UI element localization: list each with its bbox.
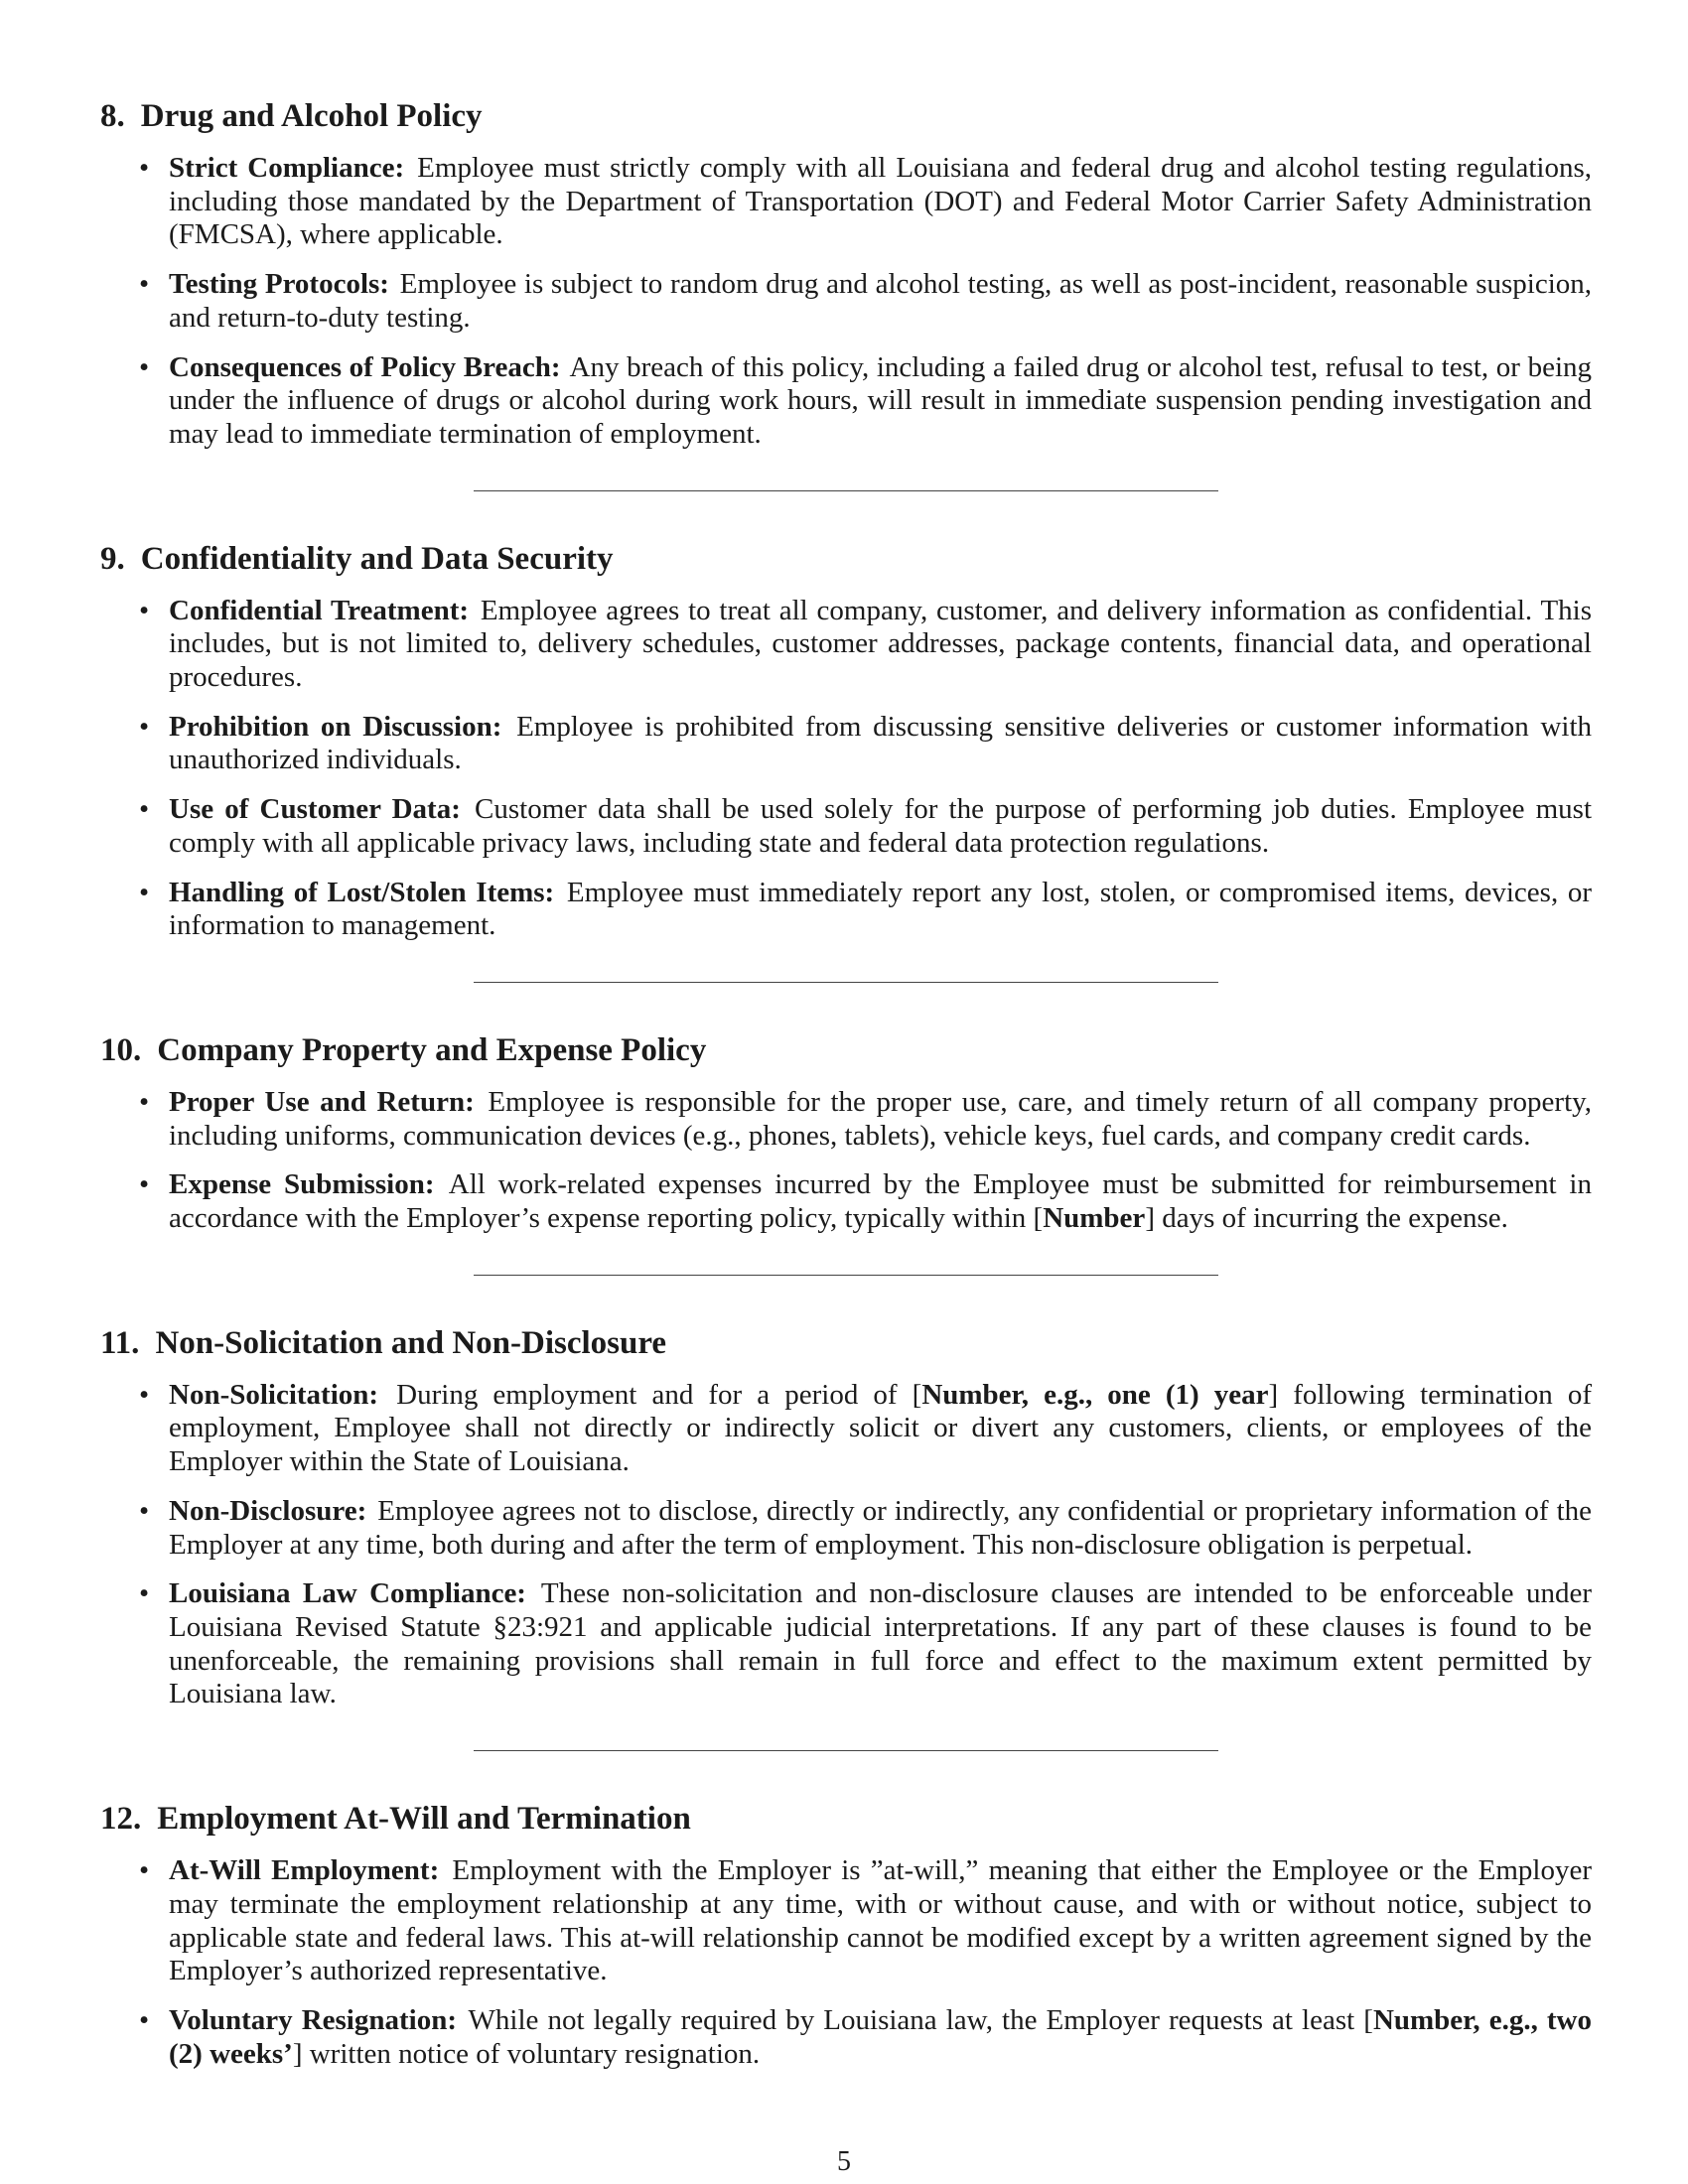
item-text-after: ] written notice of voluntary resignation. bbox=[292, 2037, 761, 2070]
item-consequences-of-policy-breach bbox=[169, 351, 1592, 452]
item-label: Consequences of Policy Breach: bbox=[169, 350, 561, 383]
section-company-property-expense-policy bbox=[100, 1030, 1592, 1236]
section-heading bbox=[100, 1799, 1592, 1839]
bullet-list bbox=[100, 1854, 1592, 2071]
item-strict-compliance bbox=[169, 152, 1592, 252]
item-text: Any breach of this policy, including a failed drug or alcohol test, refusal to test, or being under the influence of drugs or alcohol during work hours, will result in immediate suspension pending investigation and may lead to immediate termination of employment. bbox=[169, 350, 1593, 450]
item-text-after: ] following termination of employment, Employee shall not directly or indirectly solicit or divert any customers, clients, or employees of the Employer within the State of Louisiana. bbox=[169, 1378, 1593, 1478]
item-proper-use-and-return bbox=[169, 1086, 1592, 1153]
item-non-disclosure bbox=[169, 1495, 1592, 1562]
item-label: Voluntary Resignation: bbox=[169, 2003, 457, 2036]
bullet-list bbox=[100, 1086, 1592, 1236]
section-heading bbox=[100, 1030, 1592, 1070]
bullet-list bbox=[100, 1379, 1592, 1711]
item-text-before: All work-related expenses incurred by the Employee must be submitted for reimbursement in accordance with the Employer’s expense reporting policy, typically within [ bbox=[169, 1168, 1592, 1235]
bullet-list bbox=[100, 152, 1592, 452]
item-label: Use of Customer Data: bbox=[169, 793, 461, 826]
item-text: Employee must immediately report any lost, stolen, or compromised items, devices, or information to management. bbox=[169, 876, 1592, 942]
item-louisiana-law-compliance bbox=[169, 1577, 1592, 1711]
section-heading bbox=[100, 1323, 1592, 1363]
item-label: At-Will Employment: bbox=[169, 1854, 440, 1887]
section-heading bbox=[100, 539, 1592, 579]
item-text: Employee agrees not to disclose, directly or indirectly, any confidential or proprietary information of the Employer at any time, both during and after the term of employment. This non-disclosure obligation is perpetual. bbox=[169, 1494, 1592, 1561]
item-label: Louisiana Law Compliance: bbox=[169, 1577, 526, 1610]
item-handling-lost-stolen-items bbox=[169, 877, 1592, 943]
item-non-solicitation bbox=[169, 1379, 1592, 1479]
section-number: 8. bbox=[100, 98, 125, 134]
item-label: Non-Solicitation: bbox=[169, 1378, 379, 1411]
item-text: Employee is subject to random drug and alcohol testing, as well as post-incident, reasonable suspicion, and return-to-duty testing. bbox=[169, 268, 1592, 334]
item-at-will-employment bbox=[169, 1854, 1592, 1988]
item-label: Prohibition on Discussion: bbox=[169, 710, 502, 743]
section-non-solicitation-non-disclosure bbox=[100, 1323, 1592, 1711]
section-divider bbox=[474, 1750, 1218, 1751]
item-testing-protocols bbox=[169, 268, 1592, 335]
section-title: Drug and Alcohol Policy bbox=[140, 98, 483, 134]
section-employment-at-will-termination bbox=[100, 1799, 1592, 2071]
section-heading bbox=[100, 96, 1592, 136]
placeholder-number: Number, e.g., one (1) year bbox=[921, 1378, 1269, 1411]
document-body bbox=[100, 96, 1592, 2071]
section-divider bbox=[474, 1275, 1218, 1276]
item-voluntary-resignation bbox=[169, 2004, 1592, 2071]
item-label: Proper Use and Return: bbox=[169, 1085, 475, 1118]
item-text: Employee agrees to treat all company, customer, and delivery information as confidential. This includes, but is not limited to, delivery schedules, customer addresses, package contents, financial data, and operational procedures. bbox=[169, 594, 1592, 694]
bullet-list bbox=[100, 595, 1592, 943]
placeholder-number: Number, e.g., two (2) weeks’ bbox=[169, 2003, 1592, 2070]
section-confidentiality-data-security bbox=[100, 539, 1592, 943]
item-text: Employee is prohibited from discussing sensitive deliveries or customer information with unauthorized individuals. bbox=[169, 710, 1593, 776]
section-number: 10. bbox=[100, 1031, 142, 1068]
section-title: Employment At-Will and Termination bbox=[157, 1801, 691, 1838]
item-label: Handling of Lost/Stolen Items: bbox=[169, 876, 555, 908]
item-text: Employment with the Employer is ”at-will,” meaning that either the Employee or the Employer may terminate the employment relationship at any time, with or without cause, and with or without notice, subject to applicable state and federal laws. This at-will relationship cannot be modified except by a written agreement signed by the Employer’s authorized representative. bbox=[169, 1854, 1593, 1987]
item-label: Strict Compliance: bbox=[169, 152, 405, 184]
item-label: Testing Protocols: bbox=[169, 268, 389, 301]
item-text: Customer data shall be used solely for the purpose of performing job duties. Employee must comply with all applicable privacy laws, including state and federal data protection regulations. bbox=[169, 793, 1592, 859]
section-title: Confidentiality and Data Security bbox=[140, 540, 614, 577]
section-number: 12. bbox=[100, 1801, 142, 1838]
section-number: 11. bbox=[100, 1324, 140, 1361]
item-use-of-customer-data bbox=[169, 793, 1592, 860]
item-text: These non-solicitation and non-disclosure clauses are intended to be enforceable under Louisiana Revised Statute §23:921 and applicable judicial interpretations. If any part of these clauses is found to be unenforceable, the remaining provisions shall remain in full force and effect to the maximum extent permitted by Louisiana law. bbox=[169, 1577, 1592, 1710]
item-prohibition-on-discussion bbox=[169, 711, 1592, 777]
section-drug-alcohol-policy bbox=[100, 96, 1592, 452]
item-label: Expense Submission: bbox=[169, 1168, 435, 1201]
section-title: Company Property and Expense Policy bbox=[157, 1031, 707, 1068]
page-number: 5 bbox=[837, 2146, 851, 2177]
section-divider bbox=[474, 982, 1218, 983]
item-text: Employee is responsible for the proper use, care, and timely return of all company property, including uniforms, communication devices (e.g., phones, tablets), vehicle keys, fuel cards, and company credit cards. bbox=[169, 1085, 1592, 1152]
item-text-before: While not legally required by Louisiana law, the Employer requests at least [ bbox=[468, 2003, 1373, 2036]
section-title: Non-Solicitation and Non-Disclosure bbox=[155, 1324, 667, 1361]
item-text-after: ] days of incurring the expense. bbox=[1145, 1202, 1508, 1235]
item-label: Non-Disclosure: bbox=[169, 1494, 367, 1527]
placeholder-number: Number bbox=[1043, 1202, 1146, 1235]
section-number: 9. bbox=[100, 540, 125, 577]
item-text: Employee must strictly comply with all Louisiana and federal drug and alcohol testing regulations, including those mandated by the Department of Transportation (DOT) and Federal Motor Carrier Safety Administration (FMCSA), where applicable. bbox=[169, 152, 1592, 251]
item-text-before: During employment and for a period of [ bbox=[396, 1378, 922, 1411]
section-divider bbox=[474, 490, 1218, 491]
item-expense-submission bbox=[169, 1168, 1592, 1235]
item-label: Confidential Treatment: bbox=[169, 594, 470, 626]
item-confidential-treatment bbox=[169, 595, 1592, 695]
